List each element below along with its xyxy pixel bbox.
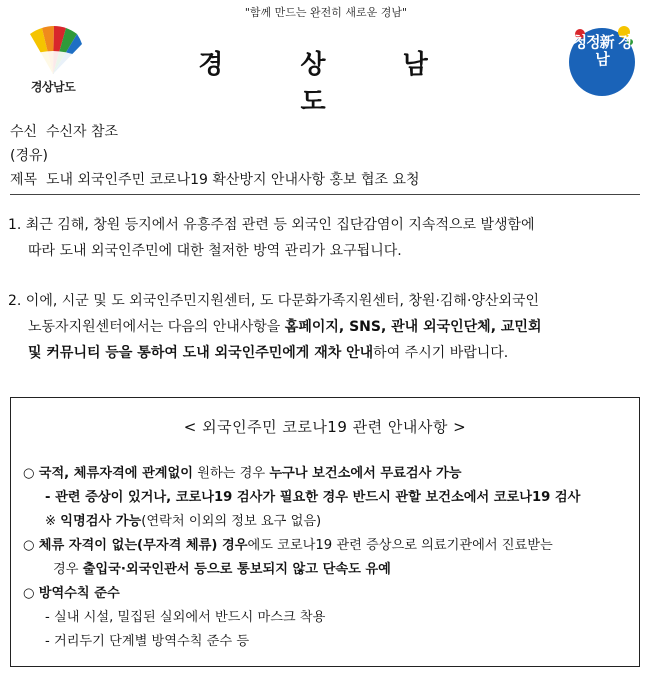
notice-item-c-sub-1: - 실내 시설, 밀집된 실외에서 반드시 마스크 착용 [45,610,326,625]
recipient-line [10,120,640,144]
notice-item-a [23,462,633,486]
document-meta [10,120,640,195]
bold-text: 체류 자격이 없는(무자격 체류) 경우 [38,538,248,553]
bullet: ○ [23,538,39,553]
paragraph-1-line-1: 1. 최근 김해, 창원 등지에서 유흥주점 관련 등 외국인 집단감염이 지속적으로 발생함에 [8,217,535,233]
page-title: 경 상 남 도 [198,50,462,117]
subject-label: 제목 [10,172,38,188]
paragraph-2-line-3 [8,340,644,366]
notice-title: < 외국인주민 코로나19 관련 안내사항 > [183,418,467,436]
via-line [10,144,640,168]
notice-item-c-sub-2: - 거리두기 단계별 방역수칙 준수 등 [45,634,250,649]
p2-text-a: 노동자지원센터에서는 다음의 안내사항을 [28,319,285,335]
slogan-badge [566,20,638,100]
p2-bold-b: 및 커뮤니티 등을 통하여 도내 외국인주민에게 재차 안내 [28,345,374,361]
notice-item-b [23,534,633,558]
bold-text: 방역수칙 준수 [38,586,120,601]
text: 경우 [53,562,83,577]
notice-body [23,462,633,654]
recipient-label: 수신 [10,124,38,140]
slogan: "함께 만드는 완전히 새로운 경남" [244,6,408,19]
subject-value: 도내 외국인주민 코로나19 확산방지 안내사항 홍보 협조 요청 [45,172,420,188]
subject-line [10,168,640,195]
recipient-value: 수신자 참조 [45,124,119,140]
text: 원하는 경우 [193,466,270,481]
via-label: (경유) [10,148,48,164]
note-mark: ※ [45,514,61,529]
notice-item-a-note [23,510,633,534]
paragraph-2-line-1: 2. 이에, 시군 및 도 외국인주민지원센터, 도 다문화가족지원센터, 창원·김해·양산외국인 [8,293,540,309]
badge-text: 청정新 경남 [572,33,632,68]
bold-text: 익명검사 가능 [60,514,142,529]
logo-caption: 경상남도 [30,80,76,94]
sun-emblem-icon [24,26,82,78]
text: 에도 코로나19 관련 증상으로 의료기관에서 진료받는 [247,538,553,553]
gyeongnam-logo [18,26,88,100]
p2-bold-a: 홈페이지, SNS, 관내 외국인단체, 교민회 [284,319,542,335]
bullet: ○ [23,586,39,601]
paragraph-2 [8,288,644,366]
bullet: ○ [23,466,39,481]
p2-text-b: 하여 주시기 바랍니다. [373,345,509,361]
bold-text: 출입국·외국인관서 등으로 통보되지 않고 단속도 유예 [82,562,391,577]
bold-text: 누구나 보건소에서 무료검사 가능 [269,466,462,481]
paragraph-1 [8,212,644,264]
paragraph-1-line-2: 따라 도내 외국인주민에 대한 철저한 방역 관리가 요구됩니다. [28,243,402,259]
paragraph-2-line-2 [8,314,644,340]
notice-item-c [23,582,633,606]
notice-item-a-sub: - 관련 증상이 있거나, 코로나19 검사가 필요한 경우 반드시 관할 보건소에서 코로나19 검사 [45,490,581,505]
bold-text: 국적, 체류자격에 관계없이 [38,466,194,481]
text: (연락처 이외의 정보 요구 없음) [141,514,322,529]
notice-box [10,397,640,667]
notice-item-b-cont [23,558,633,582]
